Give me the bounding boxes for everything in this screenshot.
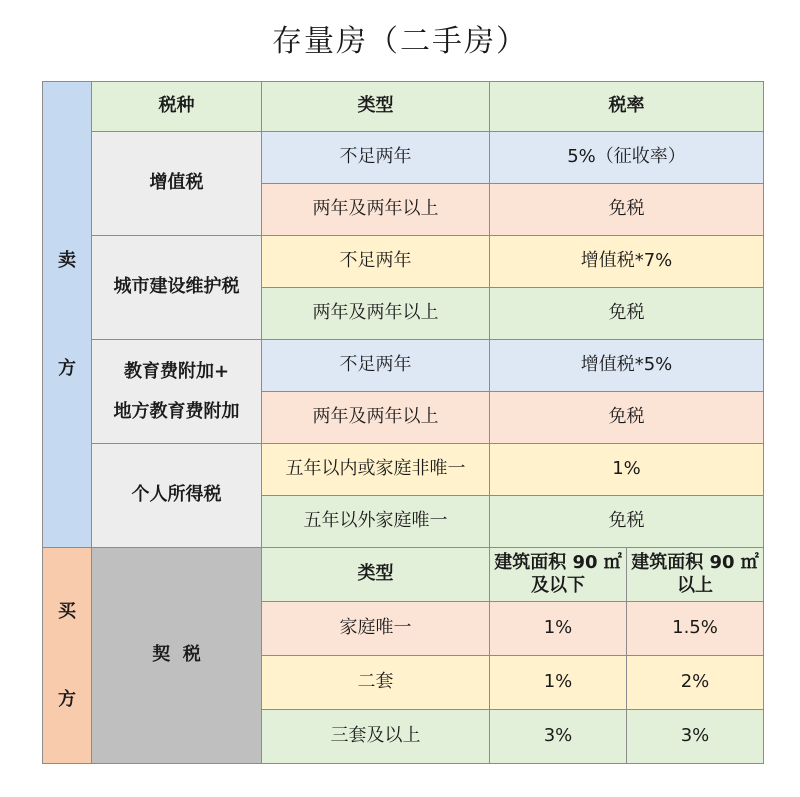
tax-name-city-maintenance: 城市建设维护税 [92,236,262,340]
category-cell: 三套及以上 [262,710,490,764]
rate-cell: 3% [627,710,764,764]
category-cell: 两年及两年以上 [262,184,490,236]
tax-name-vat: 增值税 [92,132,262,236]
category-cell: 两年及两年以上 [262,392,490,444]
rate-cell: 1% [490,602,627,656]
header-area-small: 建筑面积 90 ㎡ 及以下 [490,548,627,602]
rate-cell: 2% [627,656,764,710]
rate-cell: 1% [490,656,627,710]
tax-name-income-tax: 个人所得税 [92,444,262,548]
buyer-header-row [43,548,764,602]
rate-cell: 1% [490,444,764,496]
rate-cell: 增值税*7% [490,236,764,288]
table-row [43,236,764,288]
rate-cell: 免税 [490,288,764,340]
rate-cell: 3% [490,710,627,764]
table-row [43,340,764,392]
category-cell: 不足两年 [262,132,490,184]
category-cell: 家庭唯一 [262,602,490,656]
rate-cell: 免税 [490,392,764,444]
page-title: 存量房（二手房） [272,24,528,59]
header-category: 类型 [262,82,490,132]
tax-name-education-surcharge: 教育费附加+ 地方教育费附加 [92,340,262,444]
category-cell: 五年以外家庭唯一 [262,496,490,548]
category-cell: 不足两年 [262,236,490,288]
rate-cell: 5%（征收率） [490,132,764,184]
buyer-side-label: 买 方 [43,548,92,764]
header-tax-type: 税种 [92,82,262,132]
rate-cell: 免税 [490,184,764,236]
category-cell: 不足两年 [262,340,490,392]
rate-cell: 1.5% [627,602,764,656]
table-row [43,132,764,184]
rate-cell: 增值税*5% [490,340,764,392]
seller-side-label: 卖 方 [43,82,92,548]
category-cell: 五年以内或家庭非唯一 [262,444,490,496]
rate-cell: 免税 [490,496,764,548]
buyer-header-category: 类型 [262,548,490,602]
tax-table [42,81,764,764]
table-row [43,444,764,496]
header-rate: 税率 [490,82,764,132]
table-header-row [43,82,764,132]
header-area-large: 建筑面积 90 ㎡ 以上 [627,548,764,602]
category-cell: 两年及两年以上 [262,288,490,340]
tax-name-deed-tax: 契 税 [92,548,262,764]
category-cell: 二套 [262,656,490,710]
